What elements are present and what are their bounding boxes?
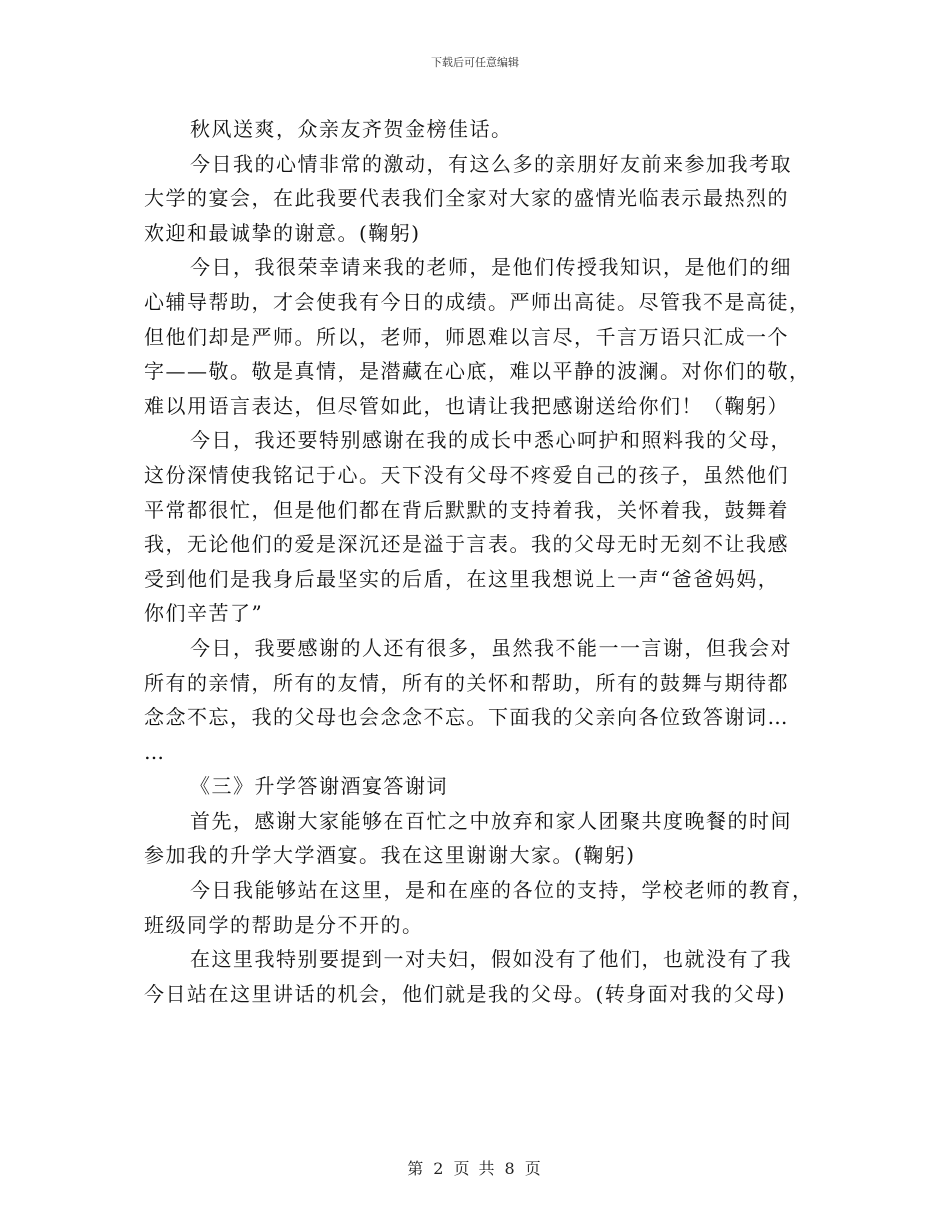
page-header: 下载后可任意编辑 [431, 56, 519, 69]
page-footer [0, 1156, 950, 1179]
footer-prefix: 第 [407, 1159, 426, 1178]
paragraph-line: 今日，我要感谢的人还有很多，虽然我不能一一言谢，但我会对 [190, 635, 792, 660]
page-number: 2 [433, 1159, 446, 1178]
paragraph-line: 秋风送爽，众亲友齐贺金榜佳话。 [190, 117, 513, 141]
footer-suffix: 页 [524, 1159, 543, 1178]
paragraph-line: … [144, 739, 166, 764]
document-body [144, 112, 814, 1011]
paragraph-line: 受到他们是我身后最坚实的后盾，在这里我想说上一声“爸爸妈妈， [144, 566, 780, 591]
paragraph-line: 平常都很忙，但是他们都在背后默默的支持着我，关怀着我，鼓舞着 [144, 497, 789, 522]
paragraph-line: 今日我的心情非常的激动，有这么多的亲朋好友前来参加我考取 [190, 151, 792, 176]
paragraph-line: 但他们却是严师。所以，老师，师恩难以言尽，千言万语只汇成一个 [144, 324, 789, 349]
paragraph-line: 难以用语言表达，但尽管如此，也请让我把感谢送给你们！（鞠躬） [144, 393, 789, 418]
paragraph-line: 今日，我很荣幸请来我的老师，是他们传授我知识，是他们的细 [190, 255, 792, 280]
paragraph-line: 这份深情使我铭记于心。天下没有父母不疼爱自己的孩子，虽然他们 [144, 462, 789, 487]
paragraph-line: 班级同学的帮助是分不开的。 [144, 912, 424, 937]
paragraph-line: 字——敬。敬是真情，是潜藏在心底，难以平静的波澜。对你们的敬， [144, 359, 811, 384]
page-total: 8 [504, 1159, 517, 1178]
paragraph-line: 今日我能够站在这里，是和在座的各位的支持，学校老师的教育， [190, 878, 814, 903]
paragraph-line: 今日站在这里讲话的机会，他们就是我的父母。(转身面对我的父母) [144, 981, 787, 1006]
paragraph-line: 念念不忘，我的父母也会念念不忘。下面我的父亲向各位致答谢词… [144, 705, 789, 730]
paragraph-line: 今日，我还要特别感谢在我的成长中悉心呵护和照料我的父母， [190, 428, 792, 453]
section-heading: 《三》升学答谢酒宴答谢词 [190, 774, 448, 799]
paragraph-line: 欢迎和最诚挚的谢意。(鞠躬) [144, 220, 421, 245]
paragraph-line: 你们辛苦了” [144, 601, 264, 626]
paragraph-line: 心辅导帮助，才会使我有今日的成绩。严师出高徒。尽管我不是高徒， [144, 289, 811, 314]
paragraph-line: 大学的宴会，在此我要代表我们全家对大家的盛情光临表示最热烈的 [144, 186, 789, 211]
paragraph-line: 我，无论他们的爱是深沉还是溢于言表。我的父母无时无刻不让我感 [144, 532, 789, 557]
paragraph-line: 参加我的升学大学酒宴。我在这里谢谢大家。(鞠躬) [144, 843, 636, 868]
paragraph-line: 在这里我特别要提到一对夫妇，假如没有了他们，也就没有了我 [190, 947, 792, 972]
paragraph-line: 所有的亲情，所有的友情，所有的关怀和帮助，所有的鼓舞与期待都 [144, 670, 789, 695]
footer-middle: 页 共 [453, 1159, 497, 1178]
paragraph-line: 首先，感谢大家能够在百忙之中放弃和家人团聚共度晚餐的时间 [190, 808, 792, 833]
